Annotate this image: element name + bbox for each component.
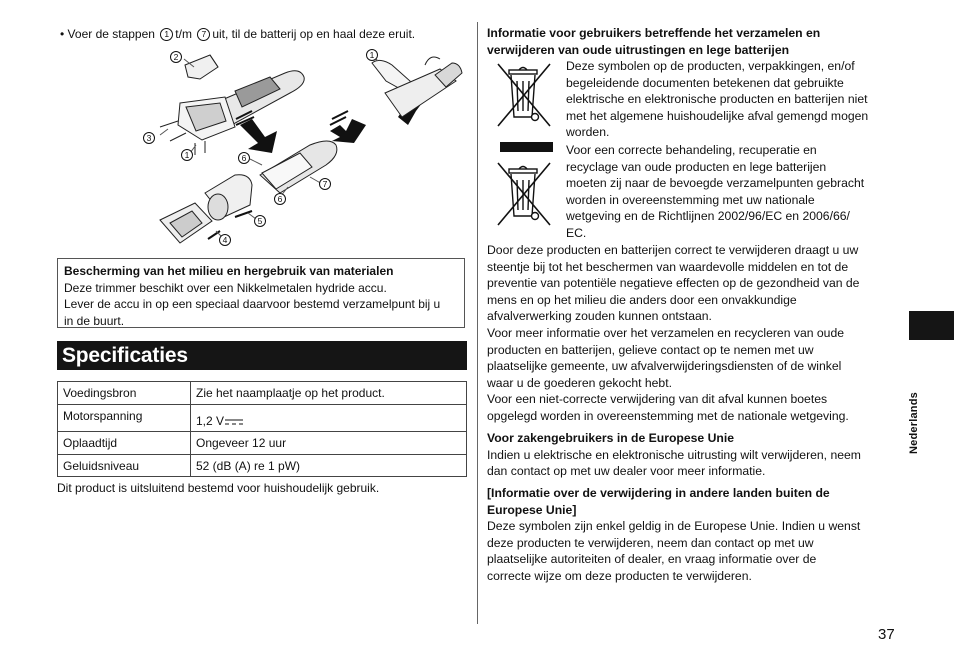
table-row xyxy=(58,432,467,455)
table-row xyxy=(58,455,467,477)
spec-value-cell xyxy=(191,405,467,432)
spec-key: Motorspanning xyxy=(58,405,191,432)
text-line: elektrische en elektronische producten en batterijen niet xyxy=(566,92,868,107)
text-line: steentje bij tot het beschermen van waardevolle middelen en tot de xyxy=(487,259,849,274)
step-number-to: 7 xyxy=(197,28,210,41)
crossed-bin-battery-icon xyxy=(495,160,553,228)
text-line: wetgeving en de Richtlijnen 2002/96/EC en 2006/66/ xyxy=(566,209,850,224)
text-line: Deze symbolen op de producten, verpakkingen, en/of xyxy=(566,59,855,73)
callout-1: 1 xyxy=(184,150,190,160)
protection-line-3: in de buurt. xyxy=(64,313,125,328)
text-line: moeten zij naar de bevoegde verzamelpunten gebracht xyxy=(566,176,865,191)
spec-key: Voedingsbron xyxy=(58,382,191,405)
protection-title: Bescherming van het milieu en hergebruik van materialen xyxy=(64,264,394,278)
text-line: recyclage van oude producten en lege batterijen xyxy=(566,159,827,174)
text-line: Door deze producten en batterijen correct te verwijderen draagt u uw xyxy=(487,243,859,257)
disposal-heading-line-1: Informatie voor gebruikers betreffende het verzamelen en xyxy=(487,26,821,40)
text-line: afvalverwerking zouden kunnen ontstaan. xyxy=(487,309,712,324)
language-label xyxy=(904,378,924,468)
callout-4: 4 xyxy=(222,235,228,245)
crossed-bin-icon xyxy=(495,61,553,129)
text-line: producten en batterijen, gelieve contact op te nemen met uw xyxy=(487,342,814,357)
step-middle: t/m xyxy=(175,27,192,41)
spec-note: Dit product is uitsluitend bestemd voor huishoudelijk gebruik. xyxy=(57,481,380,495)
bullet: • xyxy=(60,27,65,41)
callout-5: 5 xyxy=(257,216,263,226)
text-line: Indien u elektrische en elektronische uitrusting wilt verwijderen, neem xyxy=(487,447,861,462)
spec-key: Geluidsniveau xyxy=(58,455,191,477)
text-line: worden in overeenstemming met uw nationale xyxy=(566,192,815,207)
text-line: plaatselijke autoriteiten of dealer, en vraag informatie over de xyxy=(487,552,817,567)
step-number-from: 1 xyxy=(160,28,173,41)
text-line: Voor meer informatie over het verzamelen en recycleren van oude xyxy=(487,325,845,340)
dc-symbol-icon xyxy=(225,418,243,426)
eu-business-section xyxy=(487,430,899,480)
text-line: preventie van potentiële negatieve effecten op de gezondheid van de xyxy=(487,276,860,291)
language-tab-marker xyxy=(909,311,954,340)
callout-1b: 1 xyxy=(369,50,375,60)
text-line: plaatselijke gemeente, uw afvalverwijderingsdiensten of de winkel xyxy=(487,359,842,374)
spec-key: Oplaadtijd xyxy=(58,432,191,455)
outside-eu-section xyxy=(487,485,899,585)
body-text xyxy=(487,242,899,425)
eu-business-heading: Voor zakengebruikers in de Europese Unie xyxy=(487,431,734,445)
specifications-heading: Specificaties xyxy=(57,341,467,370)
text-line: Voor een correcte behandeling, recuperatie en xyxy=(566,143,817,157)
page-number: 37 xyxy=(878,626,895,643)
spec-value: Ongeveer 12 uur xyxy=(191,432,467,455)
recycling-paragraph xyxy=(566,142,906,242)
disposal-heading xyxy=(487,25,899,58)
text-line: deze producten te verwijderen, neem dan contact op met uw xyxy=(487,535,814,550)
environment-protection-box xyxy=(57,258,465,328)
text-line: waar u de goederen gekocht hebt. xyxy=(487,375,672,390)
outside-eu-heading-line-2: Europese Unie] xyxy=(487,502,577,517)
symbols-paragraph xyxy=(566,58,906,141)
spec-value: 52 (dB (A) re 1 pW) xyxy=(191,455,467,477)
text-line: correcte wijze om deze producten te verwijderen. xyxy=(487,568,752,583)
language-label-text: Nederlands xyxy=(908,392,920,454)
spec-value: Zie het naamplaatje op het product. xyxy=(191,382,467,405)
callout-7: 7 xyxy=(322,179,328,189)
column-divider xyxy=(477,22,478,624)
spec-value: 1,2 V xyxy=(196,414,225,428)
text-line: mens en op het milieu die anders door een onvakkundige xyxy=(487,292,797,307)
callout-6a: 6 xyxy=(241,153,247,163)
step-suffix: uit, til de batterij op en haal deze eruit. xyxy=(212,27,416,41)
text-line: met het algemene huishoudelijke afval gemengd mogen xyxy=(566,108,869,123)
text-line: begeleidende documenten betekenen dat gebruikte xyxy=(566,75,844,90)
specifications-table xyxy=(57,381,467,477)
callout-3: 3 xyxy=(146,133,152,143)
text-line: opgelegd worden in overeenstemming met de nationale wetgeving. xyxy=(487,408,849,423)
text-line: dan contact op met uw dealer voor meer informatie. xyxy=(487,464,766,479)
callout-2: 2 xyxy=(173,52,179,62)
protection-line-2: Lever de accu in op een speciaal daarvoor bestemd verzamelpunt bij u xyxy=(64,297,441,311)
text-line: worden. xyxy=(566,125,610,140)
text-line: EC. xyxy=(566,225,587,240)
table-row xyxy=(58,382,467,405)
text-line: Deze symbolen zijn enkel geldig in de Europese Unie. Indien u wenst xyxy=(487,519,861,534)
battery-removal-illustration xyxy=(140,45,470,255)
table-row xyxy=(58,405,467,432)
disposal-heading-line-2: verwijderen van oude uitrustingen en lege batterijen xyxy=(487,42,790,57)
outside-eu-heading-line-1: [Informatie over de verwijdering in andere landen buiten de xyxy=(487,486,830,500)
protection-line-1: Deze trimmer beschikt over een Nikkelmetalen hydride accu. xyxy=(64,280,387,295)
text-line: Voor een niet-correcte verwijdering van dit afval kunnen boetes xyxy=(487,392,828,407)
callout-6b: 6 xyxy=(277,194,283,204)
step-instruction xyxy=(60,26,415,43)
bin-underline-bar xyxy=(500,142,553,152)
step-prefix: Voer de stappen xyxy=(67,27,155,41)
